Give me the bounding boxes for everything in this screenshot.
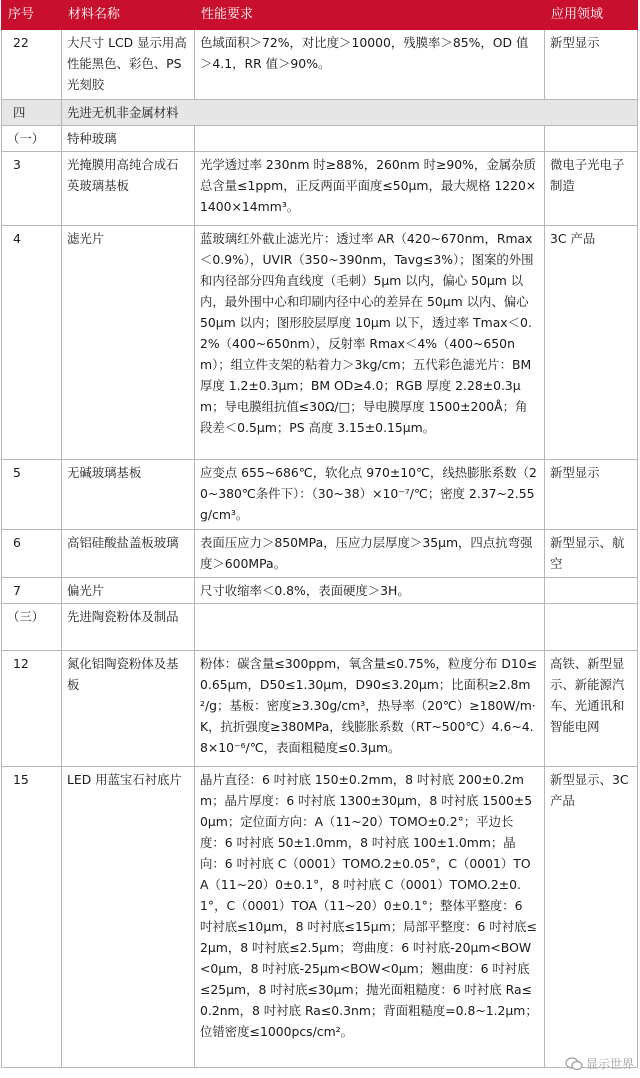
row-number: 6 [2, 530, 62, 578]
table-row [2, 226, 638, 460]
wechat-icon [565, 1057, 583, 1071]
subsection-row [2, 126, 638, 152]
subsection-title: 先进陶瓷粉体及制品 [62, 604, 195, 651]
application-field [545, 578, 638, 604]
application-field: 新型显示、航空 [545, 530, 638, 578]
performance-spec: 表面压应力＞850MPa，压应力层厚度＞35μm，四点抗弯强度＞600MPa。 [195, 530, 545, 578]
performance-spec: 晶片直径：6 吋衬底 150±0.2mm，8 吋衬底 200±0.2mm；晶片厚度：6 吋衬底 1300±30μm，8 吋衬底 1500±50μm；定位面方向：A（11~20）TOMO±0.2°；平边长度：6 吋衬底 50±1.0mm，8 吋衬底 100±1.0mm；晶向：6 吋衬底 C（0001）TOMO.2±0.05°，C（0001）TOA（11~20）0±0.1°，8 吋衬底 C（0001）TOMO.2±0.1°，C（0001）TOA（11~20）0±0.1°；整体平整度：6 吋衬底≤10μm，8 吋衬底≤15μm；局部平整度：6 吋衬底≤2μm，8 吋衬底≤2.5μm；弯曲度：6 吋衬底-20μm<BOW<0μm，8 吋衬底-25μm<BOW<0μm；翘曲度：6 吋衬底≤25μm，8 吋衬底≤30μm；抛光面粗糙度：6 吋衬底 Ra≤0.2nm，8 吋衬底 Ra≤0.3nm；背面粗糙度=0.8~1.2μm；位错密度≤1000pcs/cm²。 [195, 767, 545, 1068]
subsection-title: 特种玻璃 [62, 126, 195, 152]
performance-spec: 尺寸收缩率＜0.8%，表面硬度＞3H。 [195, 578, 545, 604]
material-name: 无碱玻璃基板 [62, 460, 195, 530]
table-row [2, 152, 638, 226]
watermark-text: 显示世界 [585, 1057, 634, 1071]
table-row [2, 460, 638, 530]
materials-table [1, 0, 638, 1068]
performance-spec: 色域面积＞72%，对比度＞10000，残膜率＞85%，OD 值＞4.1，RR 值＞90%。 [195, 30, 545, 100]
header-no: 序号 [2, 1, 62, 30]
table-row [2, 767, 638, 1068]
row-number: 7 [2, 578, 62, 604]
material-name: 光掩膜用高纯合成石英玻璃基板 [62, 152, 195, 226]
table-row [2, 578, 638, 604]
material-name: 大尺寸 LCD 显示用高性能黑色、彩色、PS 光刻胶 [62, 30, 195, 100]
subsection-number: （一） [2, 126, 62, 152]
table-row [2, 651, 638, 767]
performance-spec: 应变点 655~686℃，软化点 970±10℃，线热膨胀系数（20~380℃条件下）：（30~38）×10⁻⁷/℃；密度 2.37~2.55g/cm³。 [195, 460, 545, 530]
performance-spec: 粉体：碳含量≤300ppm，氧含量≤0.75%，粒度分布 D10≤0.65μm，D50≤1.30μm，D90≤3.20μm；比面积≥2.8m²/g；基板：密度≥3.30g/cm³，热导率（20℃）≥180W/m·K，抗折强度≥380MPa，线膨胀系数（RT~500℃）4.6~4.8×10⁻⁶/℃，表面粗糙度≤0.3μm。 [195, 651, 545, 767]
material-name: 氮化铝陶瓷粉体及基板 [62, 651, 195, 767]
subsection-number: （三） [2, 604, 62, 651]
row-number: 22 [2, 30, 62, 100]
application-field: 3C 产品 [545, 226, 638, 460]
table-header-row [2, 1, 638, 30]
subsection-row [2, 604, 638, 651]
row-number: 5 [2, 460, 62, 530]
row-number: 15 [2, 767, 62, 1068]
application-field: 新型显示 [545, 30, 638, 100]
material-name: 偏光片 [62, 578, 195, 604]
application-field: 高铁、新型显示、新能源汽车、光通讯和智能电网 [545, 651, 638, 767]
application-field: 微电子光电子制造 [545, 152, 638, 226]
material-name: LED 用蓝宝石衬底片 [62, 767, 195, 1068]
header-performance: 性能要求 [195, 1, 545, 30]
application-field: 新型显示 [545, 460, 638, 530]
row-number: 12 [2, 651, 62, 767]
watermark [565, 1055, 634, 1072]
application-field: 新型显示、3C 产品 [545, 767, 638, 1068]
material-name: 高铝硅酸盐盖板玻璃 [62, 530, 195, 578]
section-number: 四 [2, 100, 62, 126]
table-row [2, 530, 638, 578]
performance-spec: 蓝玻璃红外截止滤光片：透过率 AR（420~670nm，Rmax＜0.9%），UVIR（350~390nm，Tavg≤3%）；图案的外围和内径部分四角直线度（毛刺）5μm 以内，偏心 50μm 以内，最外围中心和印刷内径中心的差异在 50μm 以内、偏心 50μm 以内；图形胶层厚度 10μm 以下，透过率 Tmax＜0.2%（400~650nm），反射率 Rmax＜4%（400~650nm）；组立件支架的粘着力＞3kg/cm；五代彩色滤光片：BM 厚度 1.2±0.3μm；BM OD≥4.0；RGB 厚度 2.28±0.3μm；导电膜组抗值≤30Ω/□；导电膜厚度 1500±200Å；角段差＜0.5μm；PS 高度 3.15±0.15μm。 [195, 226, 545, 460]
row-number: 4 [2, 226, 62, 460]
header-application: 应用领域 [545, 1, 638, 30]
section-row [2, 100, 638, 126]
row-number: 3 [2, 152, 62, 226]
material-name: 滤光片 [62, 226, 195, 460]
performance-spec: 光学透过率 230nm 时≥88%，260nm 时≥90%，金属杂质总含量≤1ppm，正反两面平面度≤50μm，最大规格 1220×1400×14mm³。 [195, 152, 545, 226]
section-title: 先进无机非金属材料 [62, 100, 638, 126]
header-material-name: 材料名称 [62, 1, 195, 30]
table-row [2, 30, 638, 100]
